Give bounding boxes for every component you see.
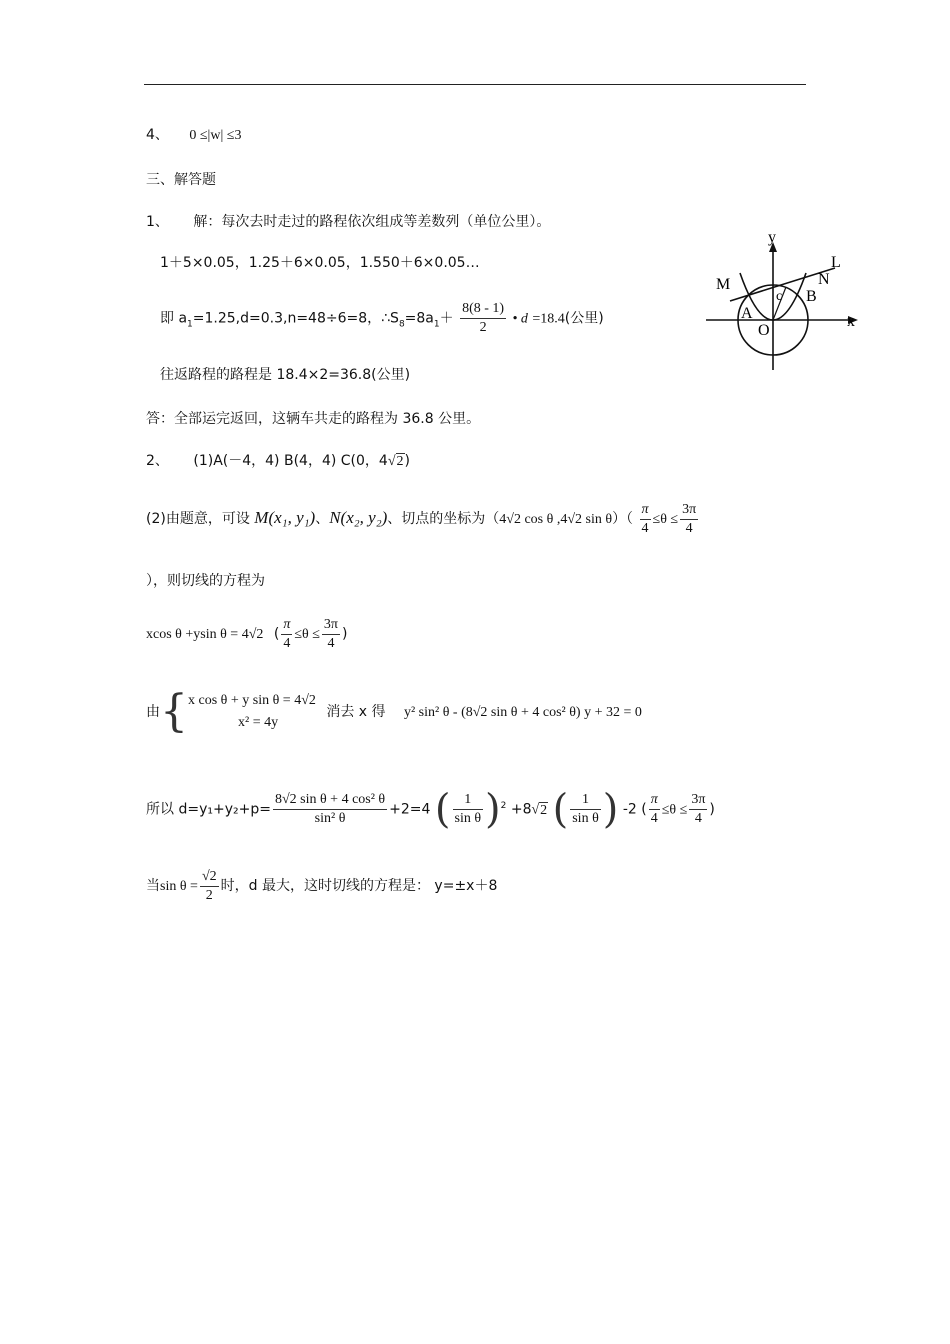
distance-text: +2=4 [389, 801, 431, 818]
upper-bound [322, 616, 340, 653]
denominator: 4 [327, 635, 335, 651]
system-elimination: 由{ x cos θ + y sin θ = 4√2 x² = 4y 消去 x 得 y² sin² θ - (8√2 sin θ + 4 cos² θ) y + 32 = 0 [146, 686, 642, 737]
sum-result: =18.4 [532, 311, 565, 327]
denominator: 2 [205, 887, 213, 903]
numerator: 8√2 sin θ + 4 cos² θ [273, 791, 387, 810]
denominator: sin θ [454, 811, 482, 827]
condition-text: 时，d 最大，这时切线的方程是： y=±x＋8 [220, 878, 498, 894]
lower-bound [640, 501, 651, 538]
solve-text: 消去 x 得 [326, 704, 386, 720]
reciprocal-sin [453, 791, 484, 828]
diagram-label-x: x [847, 313, 855, 330]
part2-text: ）（ [612, 511, 634, 527]
diagram-label-o: O [758, 322, 770, 339]
denominator: sin θ [572, 811, 599, 827]
diagram-label-a: A [741, 305, 753, 322]
solve-text: 由 [146, 704, 160, 720]
sqrt: √2 [387, 454, 404, 469]
unit: (公里) [564, 310, 604, 327]
denominator: 4 [641, 520, 649, 536]
denominator: 2 [479, 320, 487, 335]
diagram-label-y: y [768, 229, 776, 246]
part2-text: (2)由题意，可设 [146, 511, 250, 527]
abs-inequality: 0 ≤|w| ≤3 [189, 128, 242, 143]
subscript: 1 [433, 319, 440, 330]
sum-text: =1.25,d=0.3,n=48÷6=8，∴S [192, 310, 399, 327]
sqrt: √2 [531, 802, 548, 818]
inequality: ≤θ ≤ [661, 802, 688, 818]
inequality: ≤θ ≤ [652, 512, 679, 527]
root2-over-2 [200, 868, 219, 905]
tangent-equation: xcos θ +ysin θ = 4√2 ( $\frac{\pi}{4}$ ≤θ ≤ $\frac{3\pi}{4}$ ) [146, 616, 348, 651]
numerator: 1 [453, 791, 484, 810]
diagram-label-n: N [818, 271, 830, 288]
separator: 、 [315, 511, 330, 527]
answer-1: 答：全部运完返回，这辆车共走的路程为 36.8 公里。 [146, 411, 481, 427]
section-title: 三、解答题 [146, 172, 216, 188]
tangent-intro: ），则切线的方程为 [146, 573, 265, 589]
distance-text: +8 [510, 801, 532, 818]
point-n: N(x₂, y₂) [329, 508, 388, 527]
problem-2-part-1 [146, 452, 410, 471]
problem-2-part-2 [146, 498, 700, 540]
distance-formula: 所以 d=y₁+y₂+p= $\frac{\text{8√2 sin θ + 4 cos² θ}}{\text{sin² θ}}$ +2=4 ( $\frac{1}{\text{sin θ}}$ )$^2$ +8√2 ( $\frac{1}{\text{sin θ}}$ ) -2 ( $\frac{\pi}{4}$ ≤θ ≤ $\frac{3\pi}{4}$ ) [146, 786, 715, 833]
intro-text: 解：每次去时走过的路程依次组成等差数列（单位公里）。 [193, 214, 551, 230]
upper-bound [689, 791, 707, 828]
diagram-label-b: B [806, 288, 817, 305]
denominator: 4 [283, 635, 291, 651]
denominator: 4 [650, 811, 658, 827]
item-number: 1、 [146, 214, 169, 230]
item-number: 2、 [146, 453, 169, 469]
inequality: ≤θ ≤ [294, 627, 320, 642]
part2-text: 、切点的坐标为（ [387, 511, 500, 527]
denominator: 4 [694, 811, 702, 827]
reciprocal-sin [570, 791, 601, 828]
sum-text: 即 a [160, 310, 188, 327]
sum-fraction [460, 300, 506, 337]
numerator: √2 [200, 868, 219, 887]
lower-bound [649, 791, 660, 828]
distance-text: 所以 d=y₁+y₂+p= [146, 801, 271, 818]
numerator: 3π [322, 616, 340, 635]
sum-formula: 即 $a_1=1.25,d=0.3,n=48\div 6=8$，$\therefore S_8=8a_1+$ $\frac{8(8 - 1)}{2}$ • d =18.4(公里) [160, 301, 604, 335]
maximum-condition [146, 866, 497, 907]
round-trip: 往返路程的路程是 18.4×2=36.8(公里) [160, 367, 411, 383]
radicand: 2 [540, 802, 548, 818]
coefficient: 4 [378, 453, 388, 469]
numerator: π [281, 616, 292, 635]
problem-1-intro [146, 213, 550, 231]
exponent: 2 [500, 801, 507, 811]
equation-system [188, 690, 316, 734]
item-number: 4、 [146, 127, 169, 143]
distance-text: -2 [622, 801, 637, 818]
numerator: 8(8 - 1) [460, 300, 506, 319]
points-text: (1)A(－4，4) B(4，4) C(0， [193, 453, 379, 469]
close-paren: ) [404, 453, 410, 469]
tangent-point: 4√2 cos θ ,4√2 sin θ [499, 512, 613, 527]
geometry-diagram [700, 225, 870, 375]
system-eq-1: x cos θ + y sin θ = 4√2 [188, 693, 316, 708]
sum-text: =8a [404, 310, 434, 327]
numerator: 3π [689, 791, 707, 810]
header-rule [144, 84, 806, 85]
condition-text: 当 [146, 878, 160, 894]
distance-fraction [273, 791, 387, 828]
diagram-label-c: c [776, 289, 783, 304]
diagram-label-m: M [716, 276, 731, 293]
lower-bound [281, 616, 292, 653]
numerator: π [649, 791, 660, 810]
common-difference: • d [512, 311, 528, 327]
numerator: 1 [570, 791, 601, 810]
system-eq-2: x² = 4y [238, 715, 279, 730]
upper-bound [680, 501, 698, 538]
sequence-terms: 1＋5×0.05，1.25＋6×0.05，1.550＋6×0.05… [160, 255, 480, 271]
point-m: M(x₁, y₁) [254, 508, 316, 527]
numerator: 3π [680, 501, 698, 520]
equation: xcos θ +ysin θ = 4√2 [146, 627, 264, 642]
subscript: 8 [398, 319, 405, 330]
numerator: π [640, 501, 651, 520]
denominator: sin² θ [314, 811, 346, 827]
radicand: 2 [396, 454, 404, 469]
denominator: 4 [685, 520, 693, 536]
sin-theta: sin θ = [160, 879, 198, 894]
quadratic-equation: y² sin² θ - (8√2 sin θ + 4 cos² θ) y + 32 = 0 [403, 705, 642, 720]
diagram-label-l: L [831, 254, 841, 271]
answer-4 [146, 126, 241, 145]
